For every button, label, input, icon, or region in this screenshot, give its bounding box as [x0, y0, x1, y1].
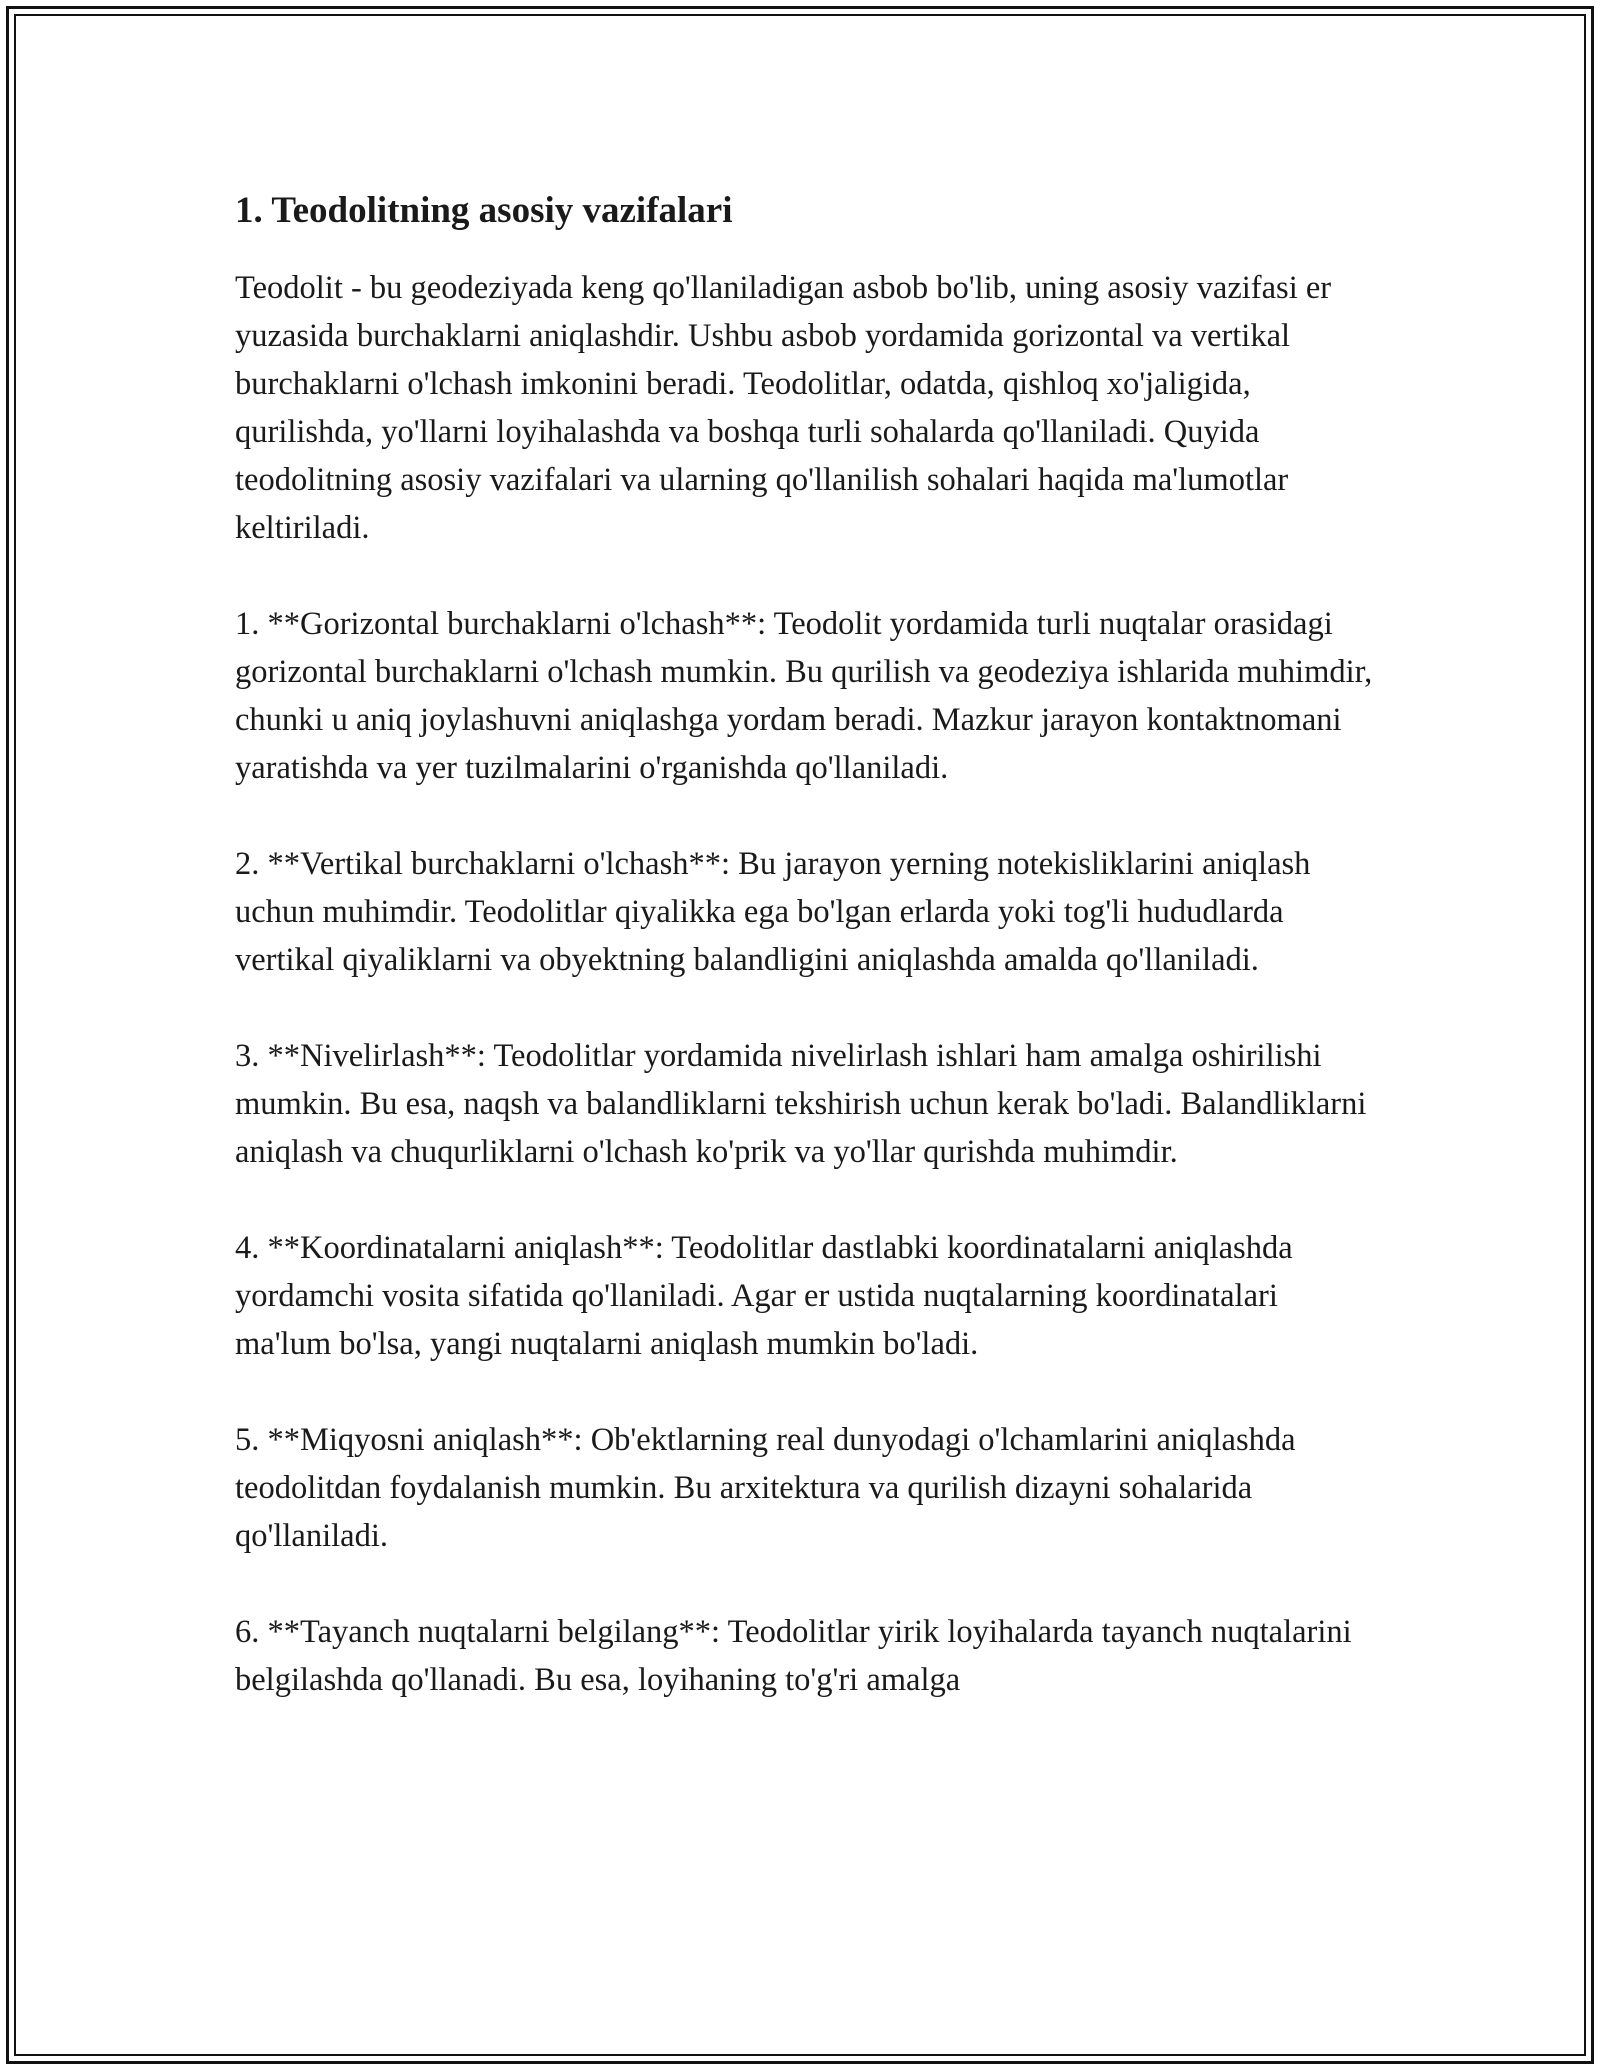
paragraph-item-3: 3. **Nivelirlash**: Teodolitlar yordamida nivelirlash ishlari ham amalga oshirilishi mumkin. Bu esa, naqsh va balandliklarni tekshirish uchun kerak bo'ladi. Balandliklarni aniqlash va chuqurliklarni o'lchash ko'prik va yo'llar qurishda muhimdir. — [235, 1038, 1367, 1170]
paragraph-item-1: 1. **Gorizontal burchaklarni o'lchash**: Teodolit yordamida turli nuqtalar orasidagi gorizontal burchaklarni o'lchash mumkin. Bu qurilish va geodeziya ishlarida muhimdir, chunki u aniq joylashuvni aniqlashga yordam beradi. Mazkur jarayon kontaktnomani yaratishda va yer tuzilmalarini o'rganishda qo'llaniladi. — [235, 606, 1373, 786]
paragraph-item-2: 2. **Vertikal burchaklarni o'lchash**: Bu jarayon yerning notekisliklarini aniqlash uchun muhimdir. Teodolitlar qiyalikka ega bo'lgan erlarda yoki tog'li hududlarda vertikal qiyaliklarni va obyektning balandligini aniqlashda amalda qo'llaniladi. — [235, 846, 1311, 978]
document-body — [235, 184, 1375, 1752]
paragraph-intro: Teodolit - bu geodeziyada keng qo'llaniladigan asbob bo'lib, uning asosiy vazifasi er yuzasida burchaklarni aniqlashdir. Ushbu asbob yordamida gorizontal va vertikal burchaklarni o'lchash imkonini beradi. Teodolitlar, odatda, qishloq xo'jaligida, qurilishda, yo'llarni loyihalashda va boshqa turli sohalarda qo'llaniladi. Quyida teodolitning asosiy vazifalari va ularning qo'llanilish sohalari haqida ma'lumotlar keltiriladi. — [235, 270, 1332, 546]
paragraph-item-6: 6. **Tayanch nuqtalarni belgilang**: Teodolitlar yirik loyihalarda tayanch nuqtalarini belgilashda qo'llanadi. Bu esa, loyihaning to'g'ri amalga — [235, 1614, 1352, 1698]
paragraph-item-5: 5. **Miqyosni aniqlash**: Ob'ektlarning real dunyodagi o'lchamlarini aniqlashda teodolitdan foydalanish mumkin. Bu arxitektura va qurilish dizayni sohalarida qo'llaniladi. — [235, 1422, 1296, 1554]
document-heading: 1. Teodolitning asosiy vazifalari — [235, 190, 733, 231]
paragraph-item-4: 4. **Koordinatalarni aniqlash**: Teodolitlar dastlabki koordinatalarni aniqlashda yordamchi vosita sifatida qo'llaniladi. Agar er ustida nuqtalarning koordinatalari ma'lum bo'lsa, yangi nuqtalarni aniqlash mumkin bo'ladi. — [235, 1230, 1293, 1362]
